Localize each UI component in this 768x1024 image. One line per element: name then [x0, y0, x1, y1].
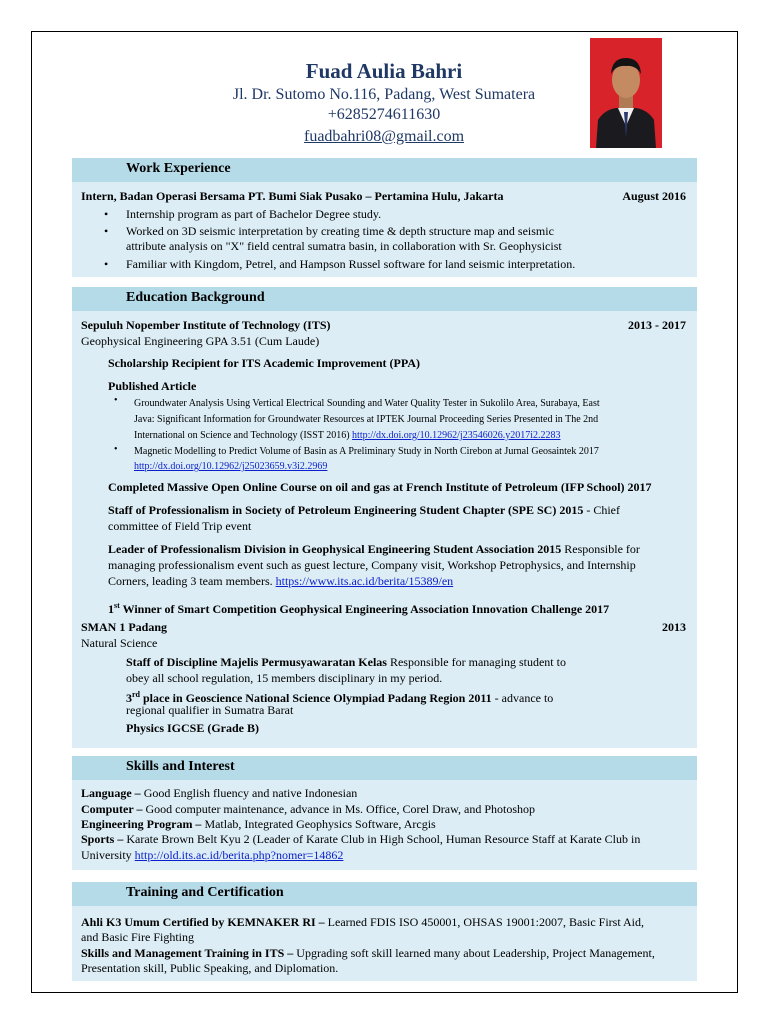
candidate-name: Fuad Aulia Bahri	[305, 59, 463, 83]
phone: +6285274611630	[327, 106, 441, 123]
discipline-desc-cont: obey all school regulation, 15 members disciplinary in my period.	[126, 671, 443, 685]
section-title: Work Experience	[126, 161, 231, 176]
sports-link[interactable]: http://old.its.ac.id/berita.php?nomer=14862	[134, 848, 344, 862]
university-major: Geophysical Engineering GPA 3.51 (Cum Laude)	[81, 334, 320, 348]
published-heading: Published Article	[108, 379, 197, 393]
work-bullet: Internship program as part of Bachelor Degree study.	[126, 207, 382, 221]
discipline-desc: Responsible for managing student to	[386, 655, 566, 669]
olympiad-desc-cont: regional qualifier in Sumatra Barat	[126, 703, 294, 717]
job-title: Intern, Badan Operasi Bersama PT. Bumi Siak Pusako – Pertamina Hulu, Jakarta	[81, 189, 504, 203]
section-title: Skills and Interest	[126, 759, 235, 774]
spe-desc: - Chief	[583, 503, 620, 517]
school-name: SMAN 1 Padang	[81, 620, 168, 634]
profile-photo	[590, 38, 662, 148]
leader-desc-cont: managing professionalism event such as guest lecture, Company visit, Workshop Petrophysics, and Internship	[108, 558, 636, 572]
leader-link[interactable]: https://www.its.ac.id/berita/15389/en	[275, 574, 454, 588]
education-section-header	[72, 287, 697, 311]
article-2-line: Magnetic Modelling to Predict Volume of Basin as A Preliminary Study in North Cirebon at Jurnal Geosaintek 2017	[134, 446, 599, 457]
olympiad-rank-suffix: rd	[132, 690, 140, 699]
igcse: Physics IGCSE (Grade B)	[126, 721, 260, 735]
article-1-line: Groundwater Analysis Using Vertical Electrical Sounding and Water Quality Tester in Sukolilo Area, Surabaya, East	[134, 398, 600, 409]
school-date: 2013	[662, 620, 686, 634]
engineering-value: Matlab, Integrated Geophysics Software, Arcgis	[201, 817, 436, 831]
skills-section-header	[72, 756, 697, 780]
leader-title: Leader of Professionalism Division in Geophysical Engineering Student Association 2015	[108, 542, 562, 556]
job-date: August 2016	[622, 189, 686, 203]
article-1-line: International on Science and Technology (ISST 2016)	[134, 430, 350, 441]
olympiad-title: place in Geoscience National Science Olympiad Padang Region 2011	[140, 691, 492, 705]
olympiad-rank: 3	[126, 691, 132, 705]
section-title: Education Background	[126, 290, 265, 305]
spe-desc-cont: committee of Field Trip event	[108, 519, 252, 533]
bullet: •	[104, 207, 109, 221]
article-2-link[interactable]: http://dx.doi.org/10.12962/j25023659.v3i2.2969	[134, 461, 328, 472]
spe-title: Staff of Professionalism in Society of Petroleum Engineering Student Chapter (SPE SC) 2015	[108, 503, 584, 517]
sports-value: Karate Brown Belt Kyu 2 (Leader of Karate Club in High School, Human Resource Staff at Karate Club in	[123, 832, 641, 846]
skills-training-value-cont: Presentation skill, Public Speaking, and Diplomation.	[81, 961, 339, 975]
bullet: •	[104, 224, 109, 238]
email-link[interactable]: fuadbahri08@gmail.com	[303, 128, 465, 145]
k3-value-cont: and Basic Fire Fighting	[81, 930, 194, 944]
language-label: Language –	[81, 786, 141, 800]
article-1-line: Java: Significant Information for Groundwater Resources at IPTEK Journal Proceeding Series Presented in The 2nd	[134, 414, 599, 425]
discipline-title: Staff of Discipline Majelis Permusyawaratan Kelas	[126, 655, 387, 669]
bullet: •	[104, 257, 109, 271]
winner-title: Winner of Smart Competition Geophysical Engineering Association Innovation Challenge 2017	[119, 602, 610, 616]
work-bullet: Worked on 3D seismic interpretation by creating time & depth structure map and seismic	[126, 224, 554, 238]
scholarship: Scholarship Recipient for ITS Academic Improvement (PPA)	[108, 356, 420, 370]
k3-value: Learned FDIS ISO 450001, OHSAS 19001:2007, Basic First Aid,	[324, 915, 645, 929]
skills-training-label: Skills and Management Training in ITS –	[81, 946, 294, 960]
work-bullet: Familiar with Kingdom, Petrel, and Hampson Russel software for land seismic interpretation.	[126, 257, 576, 271]
winner-rank: 1	[108, 602, 114, 616]
bullet: •	[114, 444, 118, 455]
mooc: Completed Massive Open Online Course on oil and gas at French Institute of Petroleum (IFP School) 2017	[108, 480, 652, 494]
work-bullet-cont: attribute analysis on "X" field central sumatra basin, in collaboration with Sr. Geophysicist	[126, 239, 562, 253]
skills-training-value: Upgrading soft skill learned many about Leadership, Project Management,	[293, 946, 655, 960]
sports-value-cont: University	[81, 848, 135, 862]
university-date: 2013 - 2017	[628, 318, 686, 332]
leader-desc-cont: Corners, leading 3 team members.	[108, 574, 276, 588]
computer-value: Good computer maintenance, advance in Ms. Office, Corel Draw, and Photoshop	[142, 802, 536, 816]
bullet: •	[114, 395, 118, 406]
article-1-link[interactable]: http://dx.doi.org/10.12962/j23546026.y2017i2.2283	[352, 430, 561, 441]
language-value: Good English fluency and native Indonesian	[140, 786, 358, 800]
university-name: Sepuluh Nopember Institute of Technology (ITS)	[81, 318, 331, 332]
k3-label: Ahli K3 Umum Certified by KEMNAKER RI –	[81, 915, 325, 929]
computer-label: Computer –	[81, 802, 143, 816]
work-section-header	[72, 158, 697, 182]
engineering-label: Engineering Program –	[81, 817, 202, 831]
training-section-header	[72, 882, 697, 906]
leader-desc: Responsible for	[561, 542, 640, 556]
olympiad-desc: - advance to	[491, 691, 554, 705]
winner-rank-suffix: st	[114, 601, 120, 610]
section-title: Training and Certification	[126, 885, 284, 900]
school-major: Natural Science	[81, 636, 158, 650]
sports-label: Sports –	[81, 832, 124, 846]
address: Jl. Dr. Sutomo No.116, Padang, West Sumatera	[232, 86, 536, 103]
